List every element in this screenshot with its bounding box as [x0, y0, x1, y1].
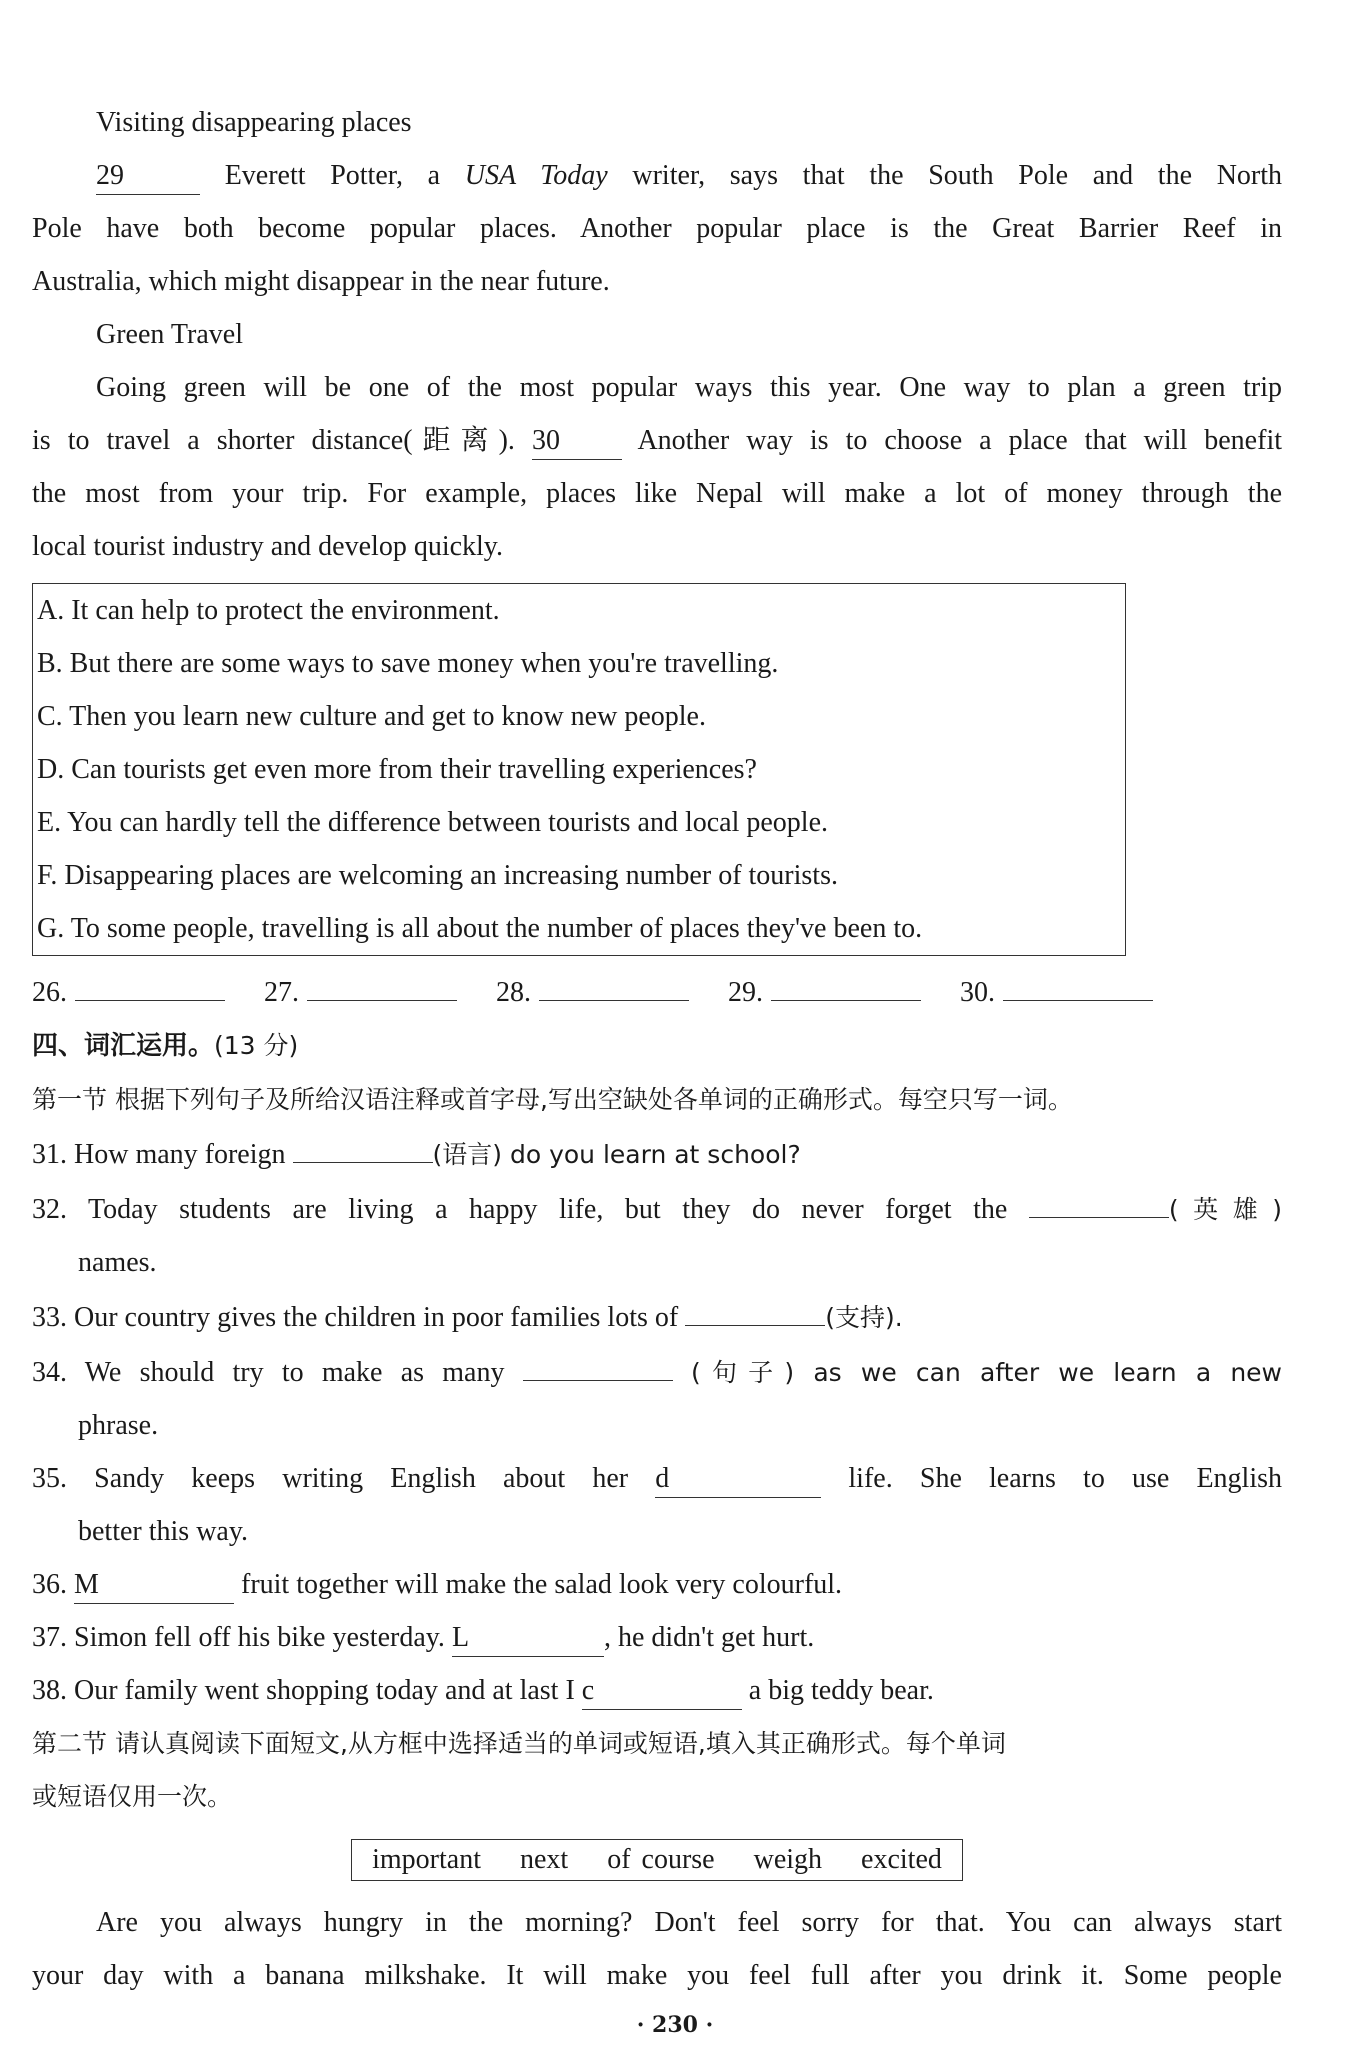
question-34: [32, 1344, 1282, 1399]
word-excited: excited: [861, 1844, 942, 1875]
answer-blank[interactable]: [75, 964, 225, 1001]
answer-26: [32, 964, 264, 1019]
section-4-title: [32, 1019, 1282, 1073]
answer-label: 29.: [728, 977, 763, 1008]
q-text: life. She learns to use English: [848, 1463, 1283, 1494]
option-g: G. To some people, travelling is all about the number of places they've been to.: [37, 913, 923, 944]
q-text: 38. Our family went shopping today and at last I: [32, 1675, 575, 1706]
paragraph-3-line-2: your day with a banana milkshake. It will make you feel full after you drink it. Some people: [32, 1960, 1282, 1991]
q-text: a big teddy bear.: [748, 1675, 934, 1706]
q-text: 36.: [32, 1569, 67, 1600]
answer-29: [728, 964, 960, 1019]
answer-label: 30.: [960, 977, 995, 1008]
italic-title: USA Today: [464, 160, 608, 191]
question-32-cont: names.: [78, 1247, 157, 1278]
question-36: [32, 1558, 1282, 1611]
q-text: (语言) do you learn at school?: [432, 1140, 801, 1169]
word-box: [351, 1839, 963, 1881]
q-text: 31. How many foreign: [32, 1139, 286, 1170]
question-32: [32, 1181, 1282, 1236]
part-2-instruction-line-1: 第二节 请认真阅读下面短文,从方框中选择适当的单词或短语,填入其正确形式。每个单词: [32, 1729, 1006, 1758]
blank-31[interactable]: [293, 1126, 433, 1163]
paragraph-1-line-3: Australia, which might disappear in the near future.: [32, 266, 610, 297]
answer-28: [496, 964, 728, 1019]
question-35-cont: better this way.: [78, 1516, 249, 1547]
blank-35[interactable]: d: [655, 1461, 821, 1498]
q-text: (句子) as we can after we learn a new: [690, 1358, 1282, 1387]
question-35: [32, 1452, 1282, 1505]
q-text: , he didn't get hurt.: [603, 1622, 815, 1653]
blank-37[interactable]: L: [452, 1620, 604, 1657]
question-31: [32, 1126, 1282, 1181]
q-text: fruit together will make the salad look very colourful.: [241, 1569, 843, 1600]
section-title: 四、词汇运用。: [32, 1031, 215, 1061]
blank-33[interactable]: [685, 1289, 825, 1326]
word-next: next: [519, 1844, 569, 1875]
answer-row: [32, 964, 1282, 1019]
answer-blank[interactable]: [539, 964, 689, 1001]
q-text: 33. Our country gives the children in poor families lots of: [32, 1302, 679, 1333]
q-text: 32. Today students are living a happy life, but they do never forget the: [32, 1194, 1008, 1225]
option-c: C. Then you learn new culture and get to know new people.: [37, 701, 706, 732]
section-score: (13 分): [214, 1031, 299, 1060]
answer-blank[interactable]: [771, 964, 921, 1001]
options-box: [32, 583, 1126, 956]
paragraph-3-line-1: Are you always hungry in the morning? Don't feel sorry for that. You can always start: [96, 1907, 1282, 1938]
q-text: (支持).: [825, 1303, 903, 1332]
paragraph-2-line-3: the most from your trip. For example, places like Nepal will make a lot of money through the: [32, 478, 1282, 509]
blank-29[interactable]: 29: [96, 158, 200, 195]
heading-visiting: Visiting disappearing places: [96, 107, 412, 138]
paragraph-2-line-1: Going green will be one of the most popular ways this year. One way to plan a green trip: [96, 372, 1282, 403]
q-text: 35. Sandy keeps writing English about her: [32, 1463, 629, 1494]
text: Everett Potter, a: [224, 160, 465, 191]
text: is to travel a shorter distance(距离).: [32, 425, 515, 456]
heading-green-travel: Green Travel: [96, 319, 243, 350]
answer-label: 28.: [496, 977, 531, 1008]
q-text: 34. We should try to make as many: [32, 1357, 505, 1388]
paragraph-2-line-4: local tourist industry and develop quickly.: [32, 531, 503, 562]
part-2-instruction-line-2: 或短语仅用一次。: [32, 1782, 233, 1811]
word-box-row: [32, 1833, 1282, 1886]
paragraph-2-line-2: [32, 414, 1282, 467]
paragraph-1-line-1: [32, 149, 1282, 202]
option-b: B. But there are some ways to save money when you're travelling.: [37, 648, 779, 679]
answer-blank[interactable]: [1003, 964, 1153, 1001]
question-33: [32, 1289, 1282, 1344]
word-weigh: weigh: [753, 1844, 823, 1875]
option-e: E. You can hardly tell the difference between tourists and local people.: [37, 807, 829, 838]
word-important: important: [372, 1844, 481, 1875]
option-f: F. Disappearing places are welcoming an increasing number of tourists.: [37, 860, 838, 891]
blank-36[interactable]: M: [74, 1567, 234, 1604]
option-d: D. Can tourists get even more from their travelling experiences?: [37, 754, 757, 785]
blank-32[interactable]: [1029, 1181, 1169, 1218]
answer-label: 26.: [32, 977, 67, 1008]
q-text: (英雄): [1168, 1195, 1282, 1224]
question-38: [32, 1664, 1282, 1717]
part-1-instruction: 第一节 根据下列句子及所给汉语注释或首字母,写出空缺处各单词的正确形式。每空只写一词。: [32, 1085, 1073, 1114]
option-a: A. It can help to protect the environment.: [37, 595, 500, 626]
document-page: [32, 96, 1282, 2002]
text: Another way is to choose a place that will benefit: [637, 425, 1282, 456]
blank-30[interactable]: 30: [532, 423, 622, 460]
answer-30: [960, 964, 1192, 1019]
answer-label: 27.: [264, 977, 299, 1008]
question-37: [32, 1611, 1282, 1664]
answer-blank[interactable]: [307, 964, 457, 1001]
page-number: · 230 ·: [636, 2012, 714, 2038]
paragraph-1-line-2: Pole have both become popular places. Another popular place is the Great Barrier Reef in: [32, 213, 1282, 244]
blank-34[interactable]: [523, 1344, 673, 1381]
blank-38[interactable]: c: [582, 1673, 742, 1710]
text: writer, says that the South Pole and the North: [607, 160, 1283, 191]
question-34-cont: phrase.: [78, 1410, 159, 1441]
q-text: 37. Simon fell off his bike yesterday.: [32, 1622, 445, 1653]
answer-27: [264, 964, 496, 1019]
word-of-course: of course: [607, 1844, 715, 1875]
